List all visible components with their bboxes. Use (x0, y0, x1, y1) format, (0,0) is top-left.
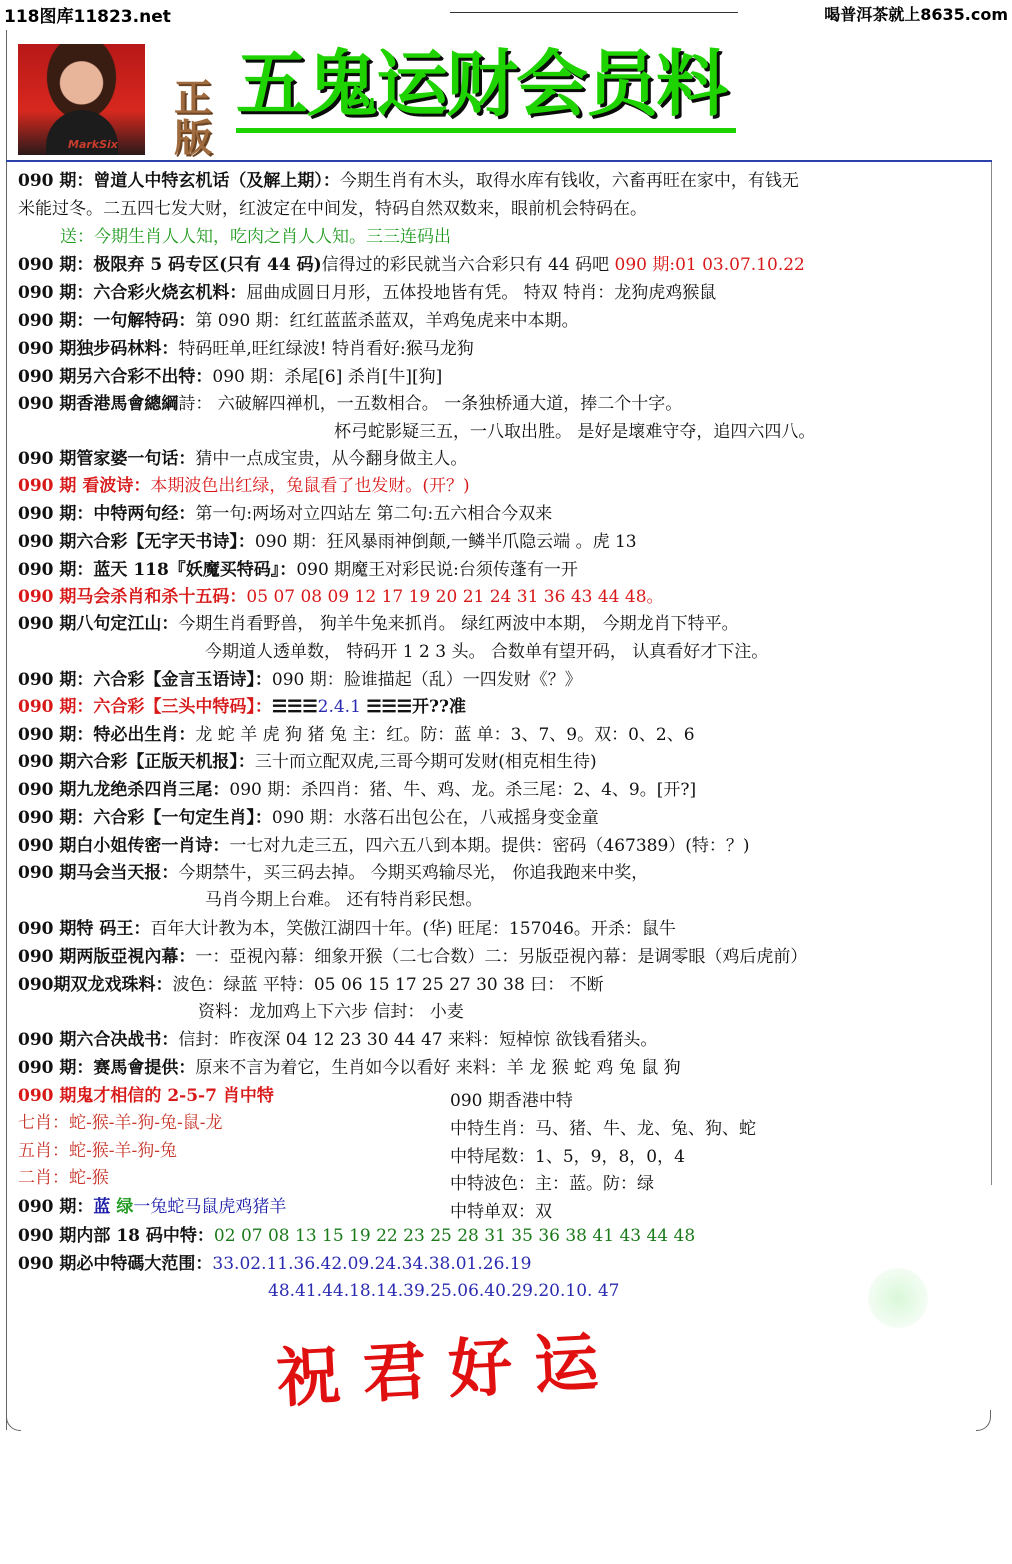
row-text: 杯弓蛇影疑三五，一八取出胜。 是好是壞难守夺，追四六四八。 (334, 422, 816, 442)
row-bluegreen (18, 1196, 286, 1218)
green-word: 绿 (110, 1197, 134, 1217)
row-yiju (18, 310, 579, 332)
row-label: 090 期马会杀肖和杀十五码： (18, 587, 247, 607)
row-song (60, 226, 451, 248)
row-label: 090 期香港馬會總綱 (18, 394, 179, 414)
top-divider (450, 12, 738, 13)
row-text: 马肖今期上台难。 还有特肖彩民想。 (205, 890, 483, 910)
row-text: 信得过的彩民就当六合彩只有 44 码吧 (321, 255, 615, 275)
row-text: 090 期：水落石出包公在，八戒摇身变金童 (271, 808, 599, 828)
row-text: 090 期：脸谁描起（乱）一四发财《？》 (271, 670, 582, 690)
trigram-right: ☰☰☰ (366, 697, 413, 717)
row-yashi (18, 946, 807, 968)
marksix-logo: MarkSix (68, 138, 118, 151)
row-label: 090期双龙戏珠料： (18, 975, 173, 995)
row-text: 今期生肖有木头，取得水库有钱收，六畜再旺在家中，有钱无 (339, 171, 799, 191)
row-numbers: 33.02.11.36.42.09.24.34.38.01.26.19 (212, 1254, 532, 1274)
row-text: 屈曲成圆日月形，五体投地皆有凭。 特双 特肖：龙狗虎鸡猴鼠 (246, 283, 717, 303)
row-zengdaoren (18, 170, 799, 192)
row-zonggang (18, 393, 682, 415)
row-yijuding (18, 807, 599, 829)
header-divider (6, 160, 992, 162)
trigram-left: ☰☰☰ (271, 697, 318, 717)
row-lantian (18, 559, 578, 581)
row-text: 一兔蛇马鼠虎鸡猪羊 (133, 1197, 287, 1217)
row-status: 开??准 (412, 697, 466, 717)
zhongte-heading: 090 期香港中特 (450, 1091, 573, 1111)
site-right-label[interactable]: 喝普洱茶就上8635.com (824, 5, 1008, 24)
row-label: 090 期：蓝天 118『妖魔买特码』： (18, 560, 297, 580)
row-text: 三十而立配双虎,三哥今期可发财(相克相生待) (254, 752, 597, 772)
row-label: 090 期六合彩【无字天书诗】： (18, 532, 255, 552)
row-zengdaoren-cont (18, 198, 647, 220)
row-text: 送：今期生肖人人知，吃肉之肖人人知。三三连码出 (60, 227, 451, 247)
row-text: 一七对九走三五，四六五八到本期。提供：密码（467389）(特：？) (229, 836, 750, 856)
row-text: 090 期魔王对彩民说:台须传蓬有一开 (296, 560, 578, 580)
row-label: 090 期内部 18 码中特： (18, 1226, 214, 1246)
row-label: 090 期：六合彩【金言玉语诗】： (18, 670, 272, 690)
row-text: 本期波色出红绿，兔鼠看了也发财。(开？) (150, 476, 470, 496)
row-huoshao (18, 282, 716, 304)
row-text: 一：亞視內幕：细象开猴（二七合数）二：另版亞視內幕：是调零眼（鸡后虎前） (195, 947, 808, 967)
row-label: 090 期：特必出生肖： (18, 725, 196, 745)
row-juezhan (18, 1029, 657, 1051)
row-shuanglong (18, 974, 604, 996)
row-label: 090 期：赛馬會提供： (18, 1058, 196, 1078)
row-text: 詩： 六破解四禅机，一五数相合。 一条独桥通大道，捧二个十字。 (178, 394, 683, 414)
site-left-label[interactable]: 118图库11823.net (4, 7, 171, 27)
row-mawang (18, 918, 676, 940)
row-label: 090 期：曾道人中特玄机话（及解上期）： (18, 171, 340, 191)
row-text: 百年大计教为本，笑傲江湖四十年。(华) 旺尾：157046。开杀：鼠牛 (150, 919, 676, 939)
decor-glow (868, 1268, 928, 1328)
row-tianji (18, 751, 597, 773)
row-jinyan (18, 669, 582, 691)
guicai-heading: 090 期鬼才相信的 2-5-7 肖中特 (18, 1086, 274, 1106)
row-label: 090 期必中特碼大范围： (18, 1254, 213, 1274)
row-label: 090 期：一句解特码： (18, 311, 196, 331)
row-text: 特码旺单,旺红绿波! 特肖看好:猴马龙狗 (178, 339, 474, 359)
row-label: 090 期独步码林料： (18, 339, 179, 359)
row-text: 第 090 期：红红蓝蓝杀蓝双，羊鸡兔虎来中本期。 (195, 311, 579, 331)
row-text: 龙 蛇 羊 虎 狗 猪 兔 主：红。防：蓝 单：3、7、9。双：0、2、6 (195, 725, 695, 745)
row-kanbo (18, 475, 470, 497)
zhengban-badge: 正版 (174, 75, 213, 160)
row-label: 090 期另六合彩不出特： (18, 367, 213, 387)
row-label: 090 期八句定江山： (18, 614, 179, 634)
row-text: 资料：龙加鸡上下六步 信封： 小麦 (198, 1002, 464, 1022)
row-text: 今期禁牛，买三码去掉。 今期买鸡输尽光， 你追我跑来中奖， (178, 863, 649, 883)
zhongte-tail: 中特尾数：1、5，9，8，0，4 (450, 1147, 685, 1167)
row-label: 090 期：极限弃 5 码专区(只有 44 码) (18, 255, 322, 275)
row-liangju (18, 503, 552, 525)
row-label: 090 期白小姐传密一肖诗： (18, 836, 230, 856)
guicai-two: 二肖：蛇-猴 (18, 1168, 109, 1188)
row-text: 090 期：杀四肖：猪、牛、鸡、龙。杀三尾：2、4、9。[开?] (229, 780, 697, 800)
guicai-five: 五肖：蛇-猴-羊-狗-兔 (18, 1141, 177, 1161)
blessing-text: 祝君好运 (274, 1323, 623, 1417)
row-numbers: 090 期:01 03.07.10.22 (614, 255, 805, 275)
row-inner18 (18, 1225, 695, 1247)
row-text: 信封：昨夜深 04 12 23 30 44 47 来料：短棹惊 欲钱看猪头。 (178, 1030, 658, 1050)
row-text: 米能过冬。二五四七发大财，红波定在中间发，特码自然双数来，眼前机会特码在。 (18, 199, 647, 219)
row-label: 090 期：六合彩【三头中特码】： (18, 697, 272, 717)
blue-word: 蓝 (93, 1197, 111, 1217)
row-dangtianbao-cont (205, 889, 482, 911)
row-baixiaojie (18, 835, 750, 857)
top-bar (0, 0, 1012, 26)
row-text: 原来不言为着它，生肖如今以看好 来料：羊 龙 猴 蛇 鸡 兔 鼠 狗 (195, 1058, 681, 1078)
row-guanjiapo (18, 448, 467, 470)
row-label: 090 期马会当天报： (18, 863, 179, 883)
row-range-cont: 48.41.44.18.14.39.25.06.40.29.20.10. 47 (268, 1281, 620, 1301)
avatar (18, 44, 145, 155)
row-jiulong (18, 779, 696, 801)
row-santou (18, 696, 466, 718)
zhongte-zodiac: 中特生肖：马、猪、牛、龙、兔、狗、蛇 (450, 1119, 756, 1139)
row-text: 090 期：杀尾[6] 杀肖[牛][狗] (212, 367, 443, 387)
row-text: 猜中一点成宝贵，从今翻身做主人。 (195, 449, 468, 469)
title-underline (236, 128, 736, 133)
guicai-seven: 七肖：蛇-猴-羊-狗-兔-鼠-龙 (18, 1113, 223, 1133)
row-label: 090 期六合彩【正版天机报】： (18, 752, 255, 772)
row-label: 090 期六合决战书： (18, 1030, 179, 1050)
page-frame-right (991, 160, 992, 1185)
row-bajuding-cont (205, 641, 768, 663)
row-bichu (18, 724, 695, 746)
row-shuanglong-cont (198, 1001, 464, 1023)
title-banner (236, 42, 736, 126)
row-saimahui (18, 1057, 681, 1079)
row-label: 090 期九龙绝杀四肖三尾： (18, 780, 230, 800)
row-jixian (18, 254, 805, 276)
row-shaxiao (18, 586, 664, 608)
row-buchute (18, 366, 442, 388)
row-label: 090 期：中特两句经： (18, 504, 196, 524)
row-text: 今期道人透单数， 特码开 1 2 3 头。 合数单有望开码， 认真看好才下注。 (205, 642, 769, 662)
row-label: 090 期： (18, 1197, 94, 1217)
row-text: 第一句:两场对立四站左 第二句:五六相合今双来 (195, 504, 553, 524)
row-text: 波色：绿蓝 平特：05 06 15 17 25 27 30 38 曰： 不断 (172, 975, 604, 995)
row-label: 090 期两版亞視內幕： (18, 947, 196, 967)
row-numbers: 02 07 08 13 15 19 22 23 25 28 31 35 36 38 41 43 44 48 (213, 1226, 696, 1246)
row-text: 090 期：狂风暴雨神倒颠,一鳞半爪隐云端 。虎 13 (254, 532, 637, 552)
row-label: 090 期：六合彩火烧玄机料： (18, 283, 247, 303)
zhongte-wave: 中特波色：主：蓝。防：绿 (450, 1174, 654, 1194)
row-dubu (18, 338, 474, 360)
row-label: 090 期：六合彩【一句定生肖】： (18, 808, 272, 828)
row-range (18, 1253, 531, 1275)
row-numbers: 05 07 08 09 12 17 19 20 21 24 31 36 43 44 48。 (246, 587, 664, 607)
row-label: 090 期特 码王： (18, 919, 151, 939)
page-title: 五鬼运财会员料 (236, 42, 727, 126)
row-dangtianbao (18, 862, 648, 884)
row-zonggang-cont (334, 421, 815, 443)
row-numbers: 2.4.1 (317, 697, 367, 717)
row-label: 090 期管家婆一句话： (18, 449, 196, 469)
row-tianshu (18, 531, 637, 553)
row-bajuding (18, 613, 739, 635)
row-label: 090 期 看波诗： (18, 476, 151, 496)
row-text: 今期生肖看野兽， 狗羊牛兔来抓肖。 绿红两波中本期， 今期龙肖下特平。 (178, 614, 739, 634)
zhongte-oddeven: 中特单双：双 (450, 1202, 552, 1222)
